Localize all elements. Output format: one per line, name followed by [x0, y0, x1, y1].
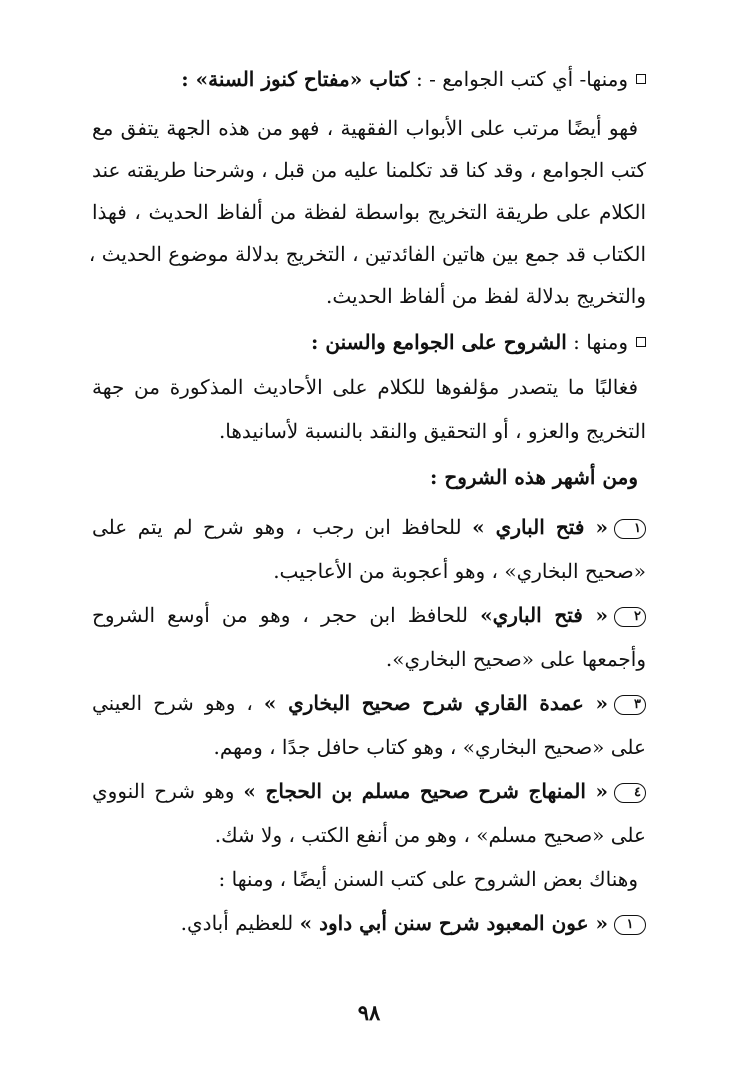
paragraph-line: فهو أيضًا مرتب على الأبواب الفقهية ، فهو من هذه الجهة يتفق مع	[92, 116, 638, 140]
section2-intro: ومنها :	[573, 330, 628, 354]
list-item-continuation: على «صحيح البخاري» ، وهو كتاب حافل جدًا ، ومهم.	[213, 735, 646, 759]
item-title: « المنهاج شرح صحيح مسلم بن الحجاج »	[243, 779, 608, 803]
sunan-intro: وهناك بعض الشروح على كتب السنن أيضًا ، ومنها :	[218, 867, 638, 891]
section2-heading: الشروح على الجوامع والسنن :	[311, 330, 567, 354]
item-number-badge: ١	[614, 519, 646, 539]
item-number-badge: ٣	[614, 695, 646, 715]
list-item-continuation: وأجمعها على «صحيح البخاري».	[385, 647, 646, 671]
paragraph-line: الكلام على طريقة التخريج بواسطة لفظة من ألفاظ الحديث ، فهذا	[92, 200, 646, 224]
section2-heading-line	[92, 327, 646, 357]
square-bullet-icon	[636, 337, 646, 347]
item-title: « فتح الباري »	[472, 515, 608, 539]
item-title: « فتح الباري»	[480, 603, 608, 627]
item-text: للحافظ ابن حجر ، وهو من أوسع الشروح	[92, 603, 468, 627]
list-item	[92, 512, 646, 542]
section1-book-title: كتاب «مفتاح كنوز السنة» :	[181, 67, 410, 91]
item-text: وهو شرح النووي	[92, 779, 235, 803]
list-item	[92, 688, 646, 718]
paragraph-line: فغالبًا ما يتصدر مؤلفوها للكلام على الأحاديث المذكورة من جهة	[92, 375, 638, 399]
list-item	[92, 908, 646, 938]
item-number-badge: ٤	[614, 783, 646, 803]
section1-intro: ومنها- أي كتب الجوامع - :	[416, 67, 628, 91]
section1-heading-line	[92, 64, 646, 94]
item-number-badge: ٢	[614, 607, 646, 627]
paragraph-line: الكتاب قد جمع بين هاتين الفائدتين ، التخريج بدلالة موضوع الحديث ،	[88, 242, 646, 266]
item-title: « عون المعبود شرح سنن أبي داود »	[299, 911, 608, 935]
list-item	[92, 776, 646, 806]
list-item	[92, 600, 646, 630]
paragraph-line: كتب الجوامع ، وقد كنا قد تكلمنا عليه من قبل ، وشرحنا طريقته عند	[92, 158, 646, 182]
item-number-badge: ١	[614, 915, 646, 935]
paragraph-line: التخريج والعزو ، أو التحقيق والنقد بالنسبة لأسانيدها.	[218, 419, 646, 443]
famous-commentaries-heading: ومن أشهر هذه الشروح :	[429, 465, 638, 489]
list-item-continuation: «صحيح البخاري» ، وهو أعجوبة من الأعاجيب.	[273, 559, 646, 583]
square-bullet-icon	[636, 74, 646, 84]
paragraph-line: والتخريج بدلالة لفظ من ألفاظ الحديث.	[326, 284, 646, 308]
item-title: « عمدة القاري شرح صحيح البخاري »	[263, 691, 609, 715]
page-number: ٩٨	[357, 1000, 381, 1025]
item-text: ، وهو شرح العيني	[92, 691, 253, 715]
list-item-continuation: على «صحيح مسلم» ، وهو من أنفع الكتب ، ولا شك.	[214, 823, 646, 847]
item-text: للحافظ ابن رجب ، وهو شرح لم يتم على	[92, 515, 462, 539]
item-text: للعظيم أبادي.	[180, 911, 294, 935]
